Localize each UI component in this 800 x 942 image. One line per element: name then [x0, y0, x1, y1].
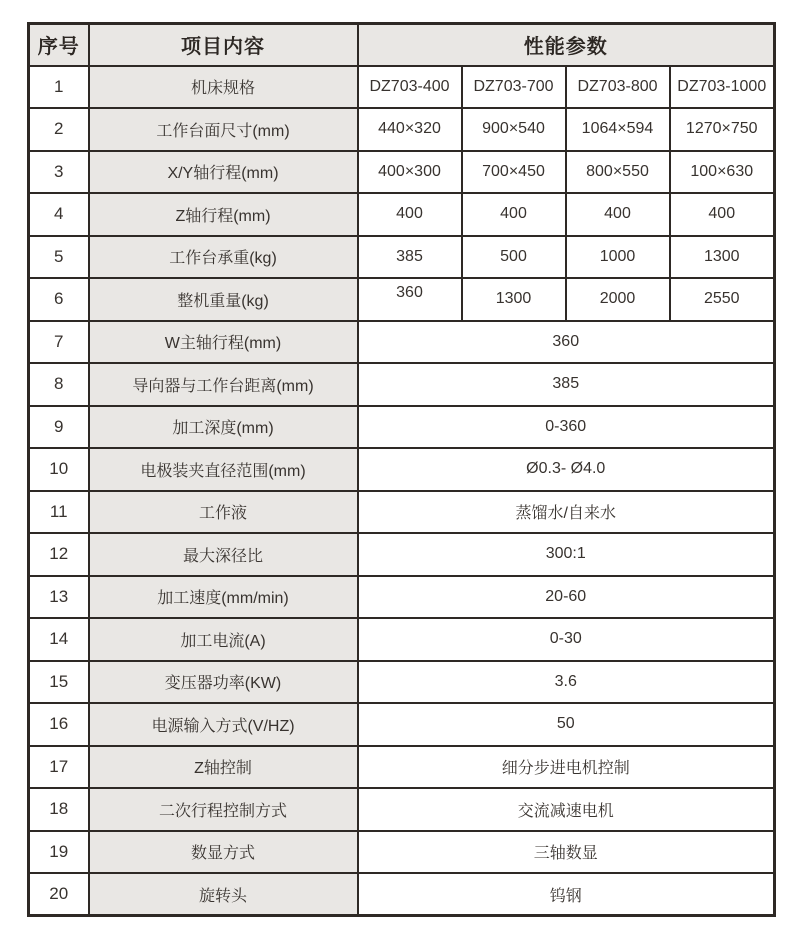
row-index: 18: [29, 788, 89, 831]
row-index: 11: [29, 491, 89, 534]
row-index: 2: [29, 108, 89, 151]
table-row: [29, 831, 775, 874]
row-value: 交流减速电机: [358, 788, 775, 831]
table-row: [29, 151, 775, 194]
row-item-label: 工作液: [89, 491, 358, 534]
row-value: DZ703-400: [358, 66, 462, 109]
row-index: 3: [29, 151, 89, 194]
row-item-label: X/Y轴行程(mm): [89, 151, 358, 194]
row-index: 13: [29, 576, 89, 619]
row-value: 385: [358, 236, 462, 279]
row-value: 细分步进电机控制: [358, 746, 775, 789]
row-item-label: 机床规格: [89, 66, 358, 109]
row-value: DZ703-700: [462, 66, 566, 109]
row-index: 19: [29, 831, 89, 874]
header-item: 项目内容: [89, 24, 358, 66]
row-item-label: 整机重量(kg): [89, 278, 358, 321]
row-index: 14: [29, 618, 89, 661]
row-index: 16: [29, 703, 89, 746]
row-value: 400: [358, 193, 462, 236]
row-item-label: 加工速度(mm/min): [89, 576, 358, 619]
row-value: Ø0.3- Ø4.0: [358, 448, 775, 491]
row-item-label: 加工电流(A): [89, 618, 358, 661]
row-value: 400: [462, 193, 566, 236]
row-value: 440×320: [358, 108, 462, 151]
row-value: DZ703-1000: [670, 66, 775, 109]
header-row: [29, 24, 775, 66]
row-index: 17: [29, 746, 89, 789]
row-value: 360: [358, 278, 462, 321]
header-params: 性能参数: [358, 24, 775, 66]
row-item-label: 工作台面尺寸(mm): [89, 108, 358, 151]
row-value: 800×550: [566, 151, 670, 194]
table-row: [29, 321, 775, 364]
spec-table-header: [29, 24, 775, 66]
row-item-label: Z轴控制: [89, 746, 358, 789]
row-value: 0-30: [358, 618, 775, 661]
row-index: 5: [29, 236, 89, 279]
table-row: [29, 236, 775, 279]
row-value: 1300: [462, 278, 566, 321]
table-row: [29, 363, 775, 406]
row-value: 三轴数显: [358, 831, 775, 874]
row-value: 1064×594: [566, 108, 670, 151]
row-index: 4: [29, 193, 89, 236]
row-index: 6: [29, 278, 89, 321]
table-row: [29, 278, 775, 321]
row-value: 1270×750: [670, 108, 775, 151]
row-value: 1300: [670, 236, 775, 279]
row-value: 400: [670, 193, 775, 236]
row-index: 1: [29, 66, 89, 109]
row-item-label: 加工深度(mm): [89, 406, 358, 449]
table-row: [29, 406, 775, 449]
table-row: [29, 491, 775, 534]
row-index: 20: [29, 873, 89, 916]
row-item-label: 最大深径比: [89, 533, 358, 576]
spec-table: [27, 22, 776, 917]
row-value: 100×630: [670, 151, 775, 194]
row-value: 1000: [566, 236, 670, 279]
table-row: [29, 661, 775, 704]
row-item-label: 导向器与工作台距离(mm): [89, 363, 358, 406]
row-index: 8: [29, 363, 89, 406]
row-item-label: 变压器功率(KW): [89, 661, 358, 704]
table-row: [29, 108, 775, 151]
row-value: 2000: [566, 278, 670, 321]
row-value: DZ703-800: [566, 66, 670, 109]
row-value: 0-360: [358, 406, 775, 449]
row-item-label: 旋转头: [89, 873, 358, 916]
row-value: 2550: [670, 278, 775, 321]
row-value: 400: [566, 193, 670, 236]
table-row: [29, 448, 775, 491]
row-item-label: 数显方式: [89, 831, 358, 874]
row-item-label: W主轴行程(mm): [89, 321, 358, 364]
row-value: 300:1: [358, 533, 775, 576]
row-value: 360: [358, 321, 775, 364]
row-value: 20-60: [358, 576, 775, 619]
row-item-label: 工作台承重(kg): [89, 236, 358, 279]
row-value: 50: [358, 703, 775, 746]
row-value: 500: [462, 236, 566, 279]
row-value: 900×540: [462, 108, 566, 151]
row-item-label: Z轴行程(mm): [89, 193, 358, 236]
row-item-label: 二次行程控制方式: [89, 788, 358, 831]
row-index: 10: [29, 448, 89, 491]
row-value: 蒸馏水/自来水: [358, 491, 775, 534]
row-value: 385: [358, 363, 775, 406]
row-index: 15: [29, 661, 89, 704]
table-row: [29, 193, 775, 236]
row-value: 400×300: [358, 151, 462, 194]
spec-table-body: [29, 66, 775, 916]
row-item-label: 电极装夹直径范围(mm): [89, 448, 358, 491]
row-index: 9: [29, 406, 89, 449]
row-index: 7: [29, 321, 89, 364]
table-row: [29, 533, 775, 576]
header-index: 序号: [29, 24, 89, 66]
table-row: [29, 788, 775, 831]
table-row: [29, 873, 775, 916]
table-row: [29, 703, 775, 746]
row-index: 12: [29, 533, 89, 576]
row-item-label: 电源输入方式(V/HZ): [89, 703, 358, 746]
table-row: [29, 746, 775, 789]
table-row: [29, 618, 775, 661]
row-value: 3.6: [358, 661, 775, 704]
table-row: [29, 576, 775, 619]
row-value: 700×450: [462, 151, 566, 194]
table-row: [29, 66, 775, 109]
row-value: 钨钢: [358, 873, 775, 916]
